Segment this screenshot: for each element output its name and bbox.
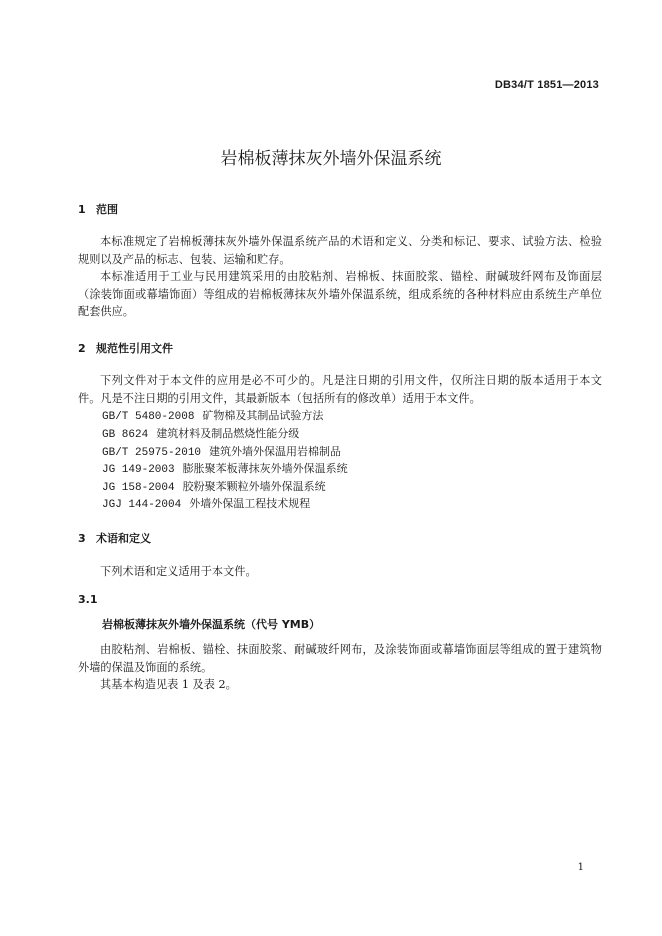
section-number: 3 [78,532,86,545]
section-heading-terms [78,530,151,546]
reference-name: 外墙外保温工程技术规程 [189,497,311,510]
scope-paragraph-2: 本标准适用于工业与民用建筑采用的由胶粘剂、岩棉板、抹面胶浆、锚栓、耐碱玻纤网布及饰面层（涂装饰面或幕墙饰面）等组成的岩棉板薄抹灰外墙外保温系统，组成系统的各种材料应由系统生产单位配套供应。 [78,270,602,319]
subsection-number: 3.1 [78,593,98,606]
reference-item [102,407,323,423]
reference-item [102,478,326,494]
references-intro: 下列文件对于本文件的应用是必不可少的。凡是注日期的引用文件，仅所注日期的版本适用于本文件。凡是不注日期的引用文件，其最新版本（包括所有的修改单）适用于本文件。 [78,374,602,405]
reference-name: 建筑外墙外保温用岩棉制品 [209,445,342,458]
section-number: 2 [78,342,86,355]
reference-name: 矿物棉及其制品试验方法 [202,409,324,422]
reference-item [102,443,341,459]
reference-name: 膨胀聚苯板薄抹灰外墙外保温系统 [182,462,348,475]
scope-paragraph-1: 本标准规定了岩棉板薄抹灰外墙外保温系统产品的术语和定义、分类和标记、要求、试验方法、检验规则以及产品的标志、包装、运输和贮存。 [78,235,602,266]
reference-code: JGJ 144-2004 [102,499,182,511]
term-heading: 岩棉板薄抹灰外墙外保温系统（代号 YMB） [102,618,321,631]
reference-code: GB/T 25975-2010 [102,447,202,459]
section-number: 1 [78,203,86,216]
reference-code: GB 8624 [102,429,149,441]
reference-code: JG 158-2004 [102,482,175,494]
section-title: 范围 [96,203,118,216]
terms-intro: 下列术语和定义适用于本文件。 [100,565,257,578]
reference-code: JG 149-2003 [102,464,175,476]
standard-code: DB34/T 1851—2013 [494,79,599,91]
term-definition: 由胶粘剂、岩棉板、锚栓、抹面胶浆、耐碱玻纤网布，及涂装饰面或幕墙饰面层等组成的置于建筑物外墙的保温及饰面的系统。 [78,643,602,674]
section-heading-scope [78,201,118,217]
reference-item [102,495,310,511]
term-note: 其基本构造见表 1 及表 2。 [100,678,237,691]
document-title: 岩棉板薄抹灰外墙外保温系统 [220,149,442,169]
page-number: 1 [577,862,584,873]
section-heading-normative-references [78,340,173,356]
section-title: 术语和定义 [96,532,151,545]
section-title: 规范性引用文件 [96,342,173,355]
reference-item [102,425,299,441]
reference-item [102,460,348,476]
reference-code: GB/T 5480-2008 [102,411,195,423]
reference-name: 建筑材料及制品燃烧性能分级 [156,427,300,440]
reference-name: 胶粉聚苯颗粒外墙外保温系统 [182,480,326,493]
